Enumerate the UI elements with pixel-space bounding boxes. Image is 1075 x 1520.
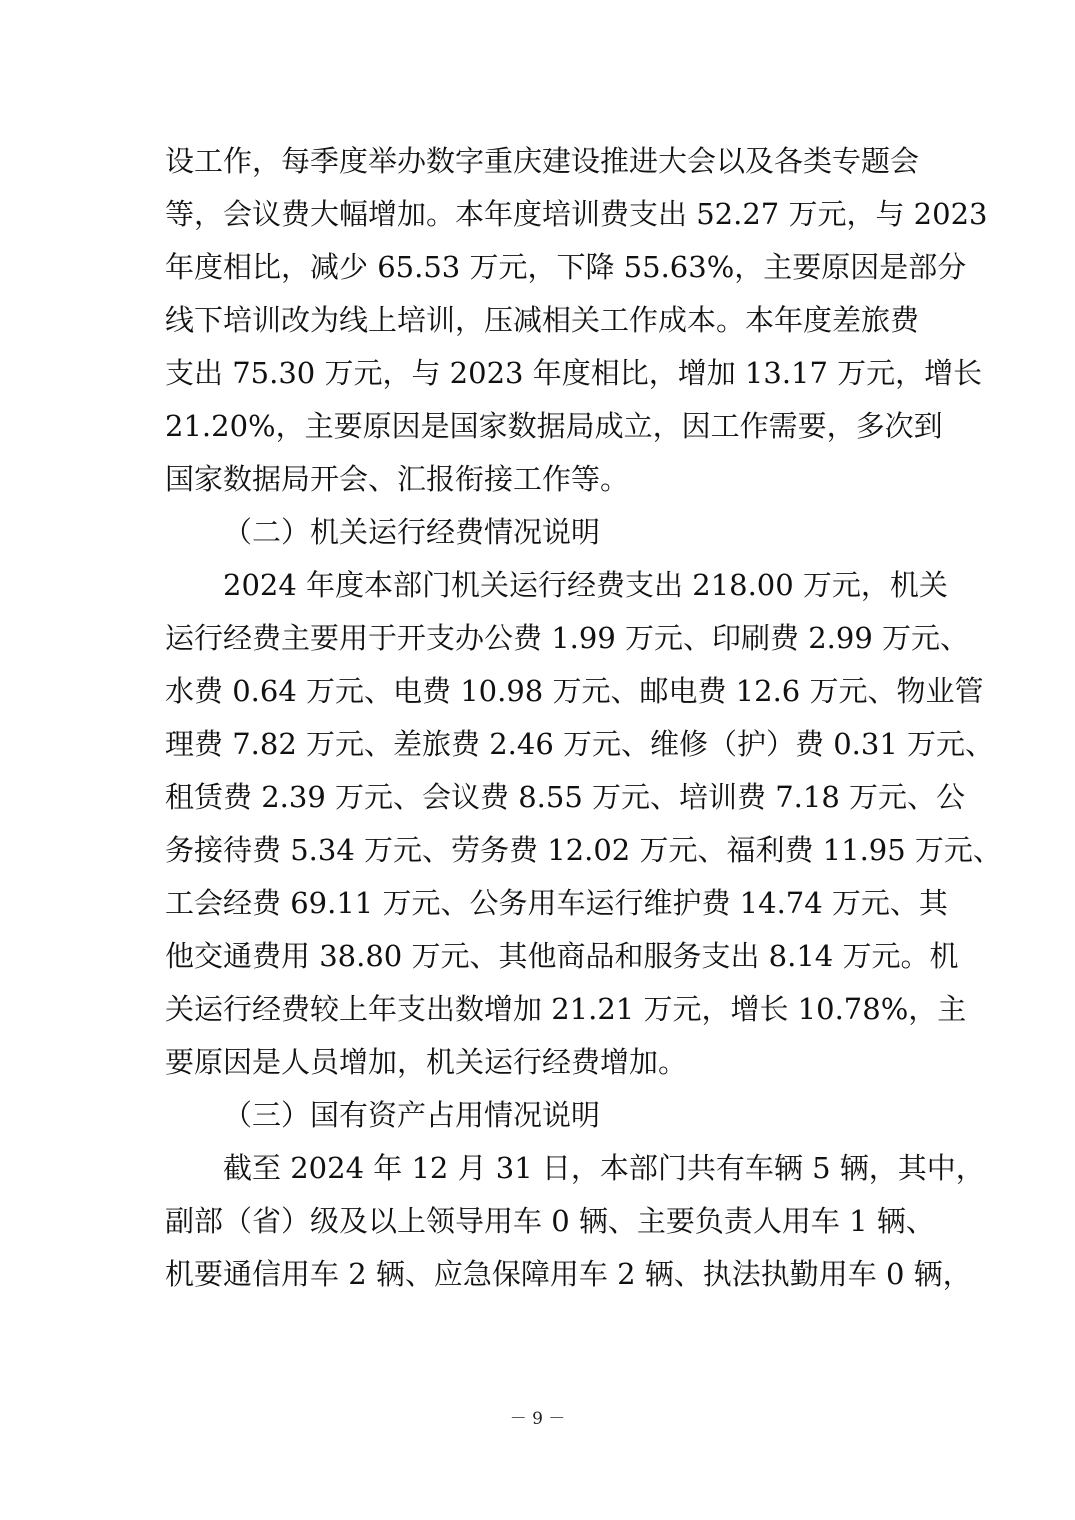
text-line: 租赁费 2.39 万元、会议费 8.55 万元、培训费 7.18 万元、公	[165, 780, 966, 814]
text-line: 工会经费 69.11 万元、公务用车运行维护费 14.74 万元、其	[165, 886, 948, 920]
text-line: 机要通信用车 2 辆、应急保障用车 2 辆、执法执勤用车 0 辆，	[165, 1257, 972, 1291]
text-line: 他交通费用 38.80 万元、其他商品和服务支出 8.14 万元。机	[165, 939, 959, 973]
text-line: 设工作，每季度举办数字重庆建设推进大会以及各类专题会	[165, 144, 920, 178]
text-line: 等，会议费大幅增加。本年度培训费支出 52.27 万元，与 2023	[165, 197, 988, 231]
text-line: 年度相比，减少 65.53 万元，下降 55.63%，主要原因是部分	[165, 250, 967, 284]
text-line: 务接待费 5.34 万元、劳务费 12.02 万元、福利费 11.95 万元、	[165, 833, 1002, 867]
paragraph-operating-expenses	[165, 559, 1002, 1089]
text-line: 副部（省）级及以上领导用车 0 辆、主要负责人用车 1 辆、	[165, 1204, 935, 1238]
text-line: 理费 7.82 万元、差旅费 2.46 万元、维修（护）费 0.31 万元、	[165, 727, 995, 761]
text-line: 支出 75.30 万元，与 2023 年度相比，增加 13.17 万元，增长	[165, 356, 983, 390]
text-line: 截至 2024 年 12 月 31 日，本部门共有车辆 5 辆，其中，	[223, 1151, 985, 1185]
document-body	[165, 135, 1002, 1301]
text-line: 运行经费主要用于开支办公费 1.99 万元、印刷费 2.99 万元、	[165, 621, 970, 655]
text-line: 2024 年度本部门机关运行经费支出 218.00 万元，机关	[223, 568, 948, 602]
paragraph-conference-training-travel	[165, 135, 988, 506]
text-line: 21.20%，主要原因是国家数据局成立，因工作需要，多次到	[165, 409, 943, 443]
page-number: － 9 －	[509, 1409, 566, 1429]
section-heading-state-assets: （三）国有资产占用情况说明	[223, 1098, 601, 1132]
text-line: 关运行经费较上年支出数增加 21.21 万元，增长 10.78%，主	[165, 992, 967, 1026]
text-line: 线下培训改为线上培训，压减相关工作成本。本年度差旅费	[165, 303, 920, 337]
section-heading-operating-expenses: （二）机关运行经费情况说明	[223, 515, 601, 549]
text-line: 国家数据局开会、汇报衔接工作等。	[165, 462, 630, 496]
text-line: 要原因是人员增加，机关运行经费增加。	[165, 1045, 688, 1079]
text-line: 水费 0.64 万元、电费 10.98 万元、邮电费 12.6 万元、物业管	[165, 674, 984, 708]
paragraph-state-assets	[165, 1142, 985, 1301]
